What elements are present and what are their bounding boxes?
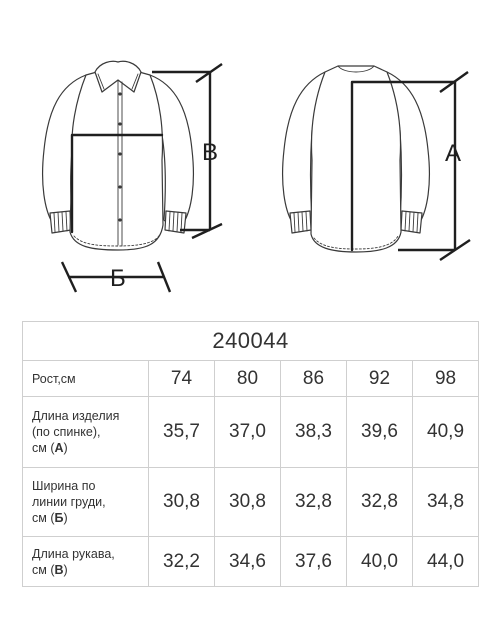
measure-letter-c: В bbox=[202, 139, 219, 166]
garment-sketch bbox=[0, 0, 500, 310]
row-label: Длина рукава, см (В) bbox=[23, 537, 149, 587]
table-row-chest bbox=[23, 468, 479, 537]
table-cell: 32,2 bbox=[149, 537, 215, 587]
table-cell: 37,0 bbox=[215, 397, 281, 468]
table-cell: 32,8 bbox=[281, 468, 347, 537]
size-col: 92 bbox=[347, 361, 413, 397]
table-cell: 37,6 bbox=[281, 537, 347, 587]
table-cell: 40,0 bbox=[347, 537, 413, 587]
table-header-row bbox=[23, 361, 479, 397]
row-label: Длина изделия (по спинке), см (А) bbox=[23, 397, 149, 468]
size-col: 98 bbox=[413, 361, 479, 397]
table-cell: 39,6 bbox=[347, 397, 413, 468]
size-col: 86 bbox=[281, 361, 347, 397]
table-cell: 40,9 bbox=[413, 397, 479, 468]
shirt-back-drawing bbox=[283, 66, 430, 252]
measure-letter-a: А bbox=[445, 140, 462, 167]
size-col: 74 bbox=[149, 361, 215, 397]
size-chart-table bbox=[22, 321, 479, 587]
table-cell: 44,0 bbox=[413, 537, 479, 587]
table-cell: 34,6 bbox=[215, 537, 281, 587]
table-row-length bbox=[23, 397, 479, 468]
measure-letter-b: Б bbox=[110, 265, 126, 292]
size-col: 80 bbox=[215, 361, 281, 397]
table-cell: 38,3 bbox=[281, 397, 347, 468]
table-title: 240044 bbox=[23, 322, 479, 361]
table-cell: 30,8 bbox=[149, 468, 215, 537]
table-cell: 35,7 bbox=[149, 397, 215, 468]
table-cell: 32,8 bbox=[347, 468, 413, 537]
shirt-front-drawing bbox=[43, 61, 194, 250]
table-cell: 34,8 bbox=[413, 468, 479, 537]
height-label: Рост,см bbox=[23, 361, 149, 397]
row-label: Ширина по линии груди, см (Б) bbox=[23, 468, 149, 537]
table-cell: 30,8 bbox=[215, 468, 281, 537]
table-row-sleeve bbox=[23, 537, 479, 587]
